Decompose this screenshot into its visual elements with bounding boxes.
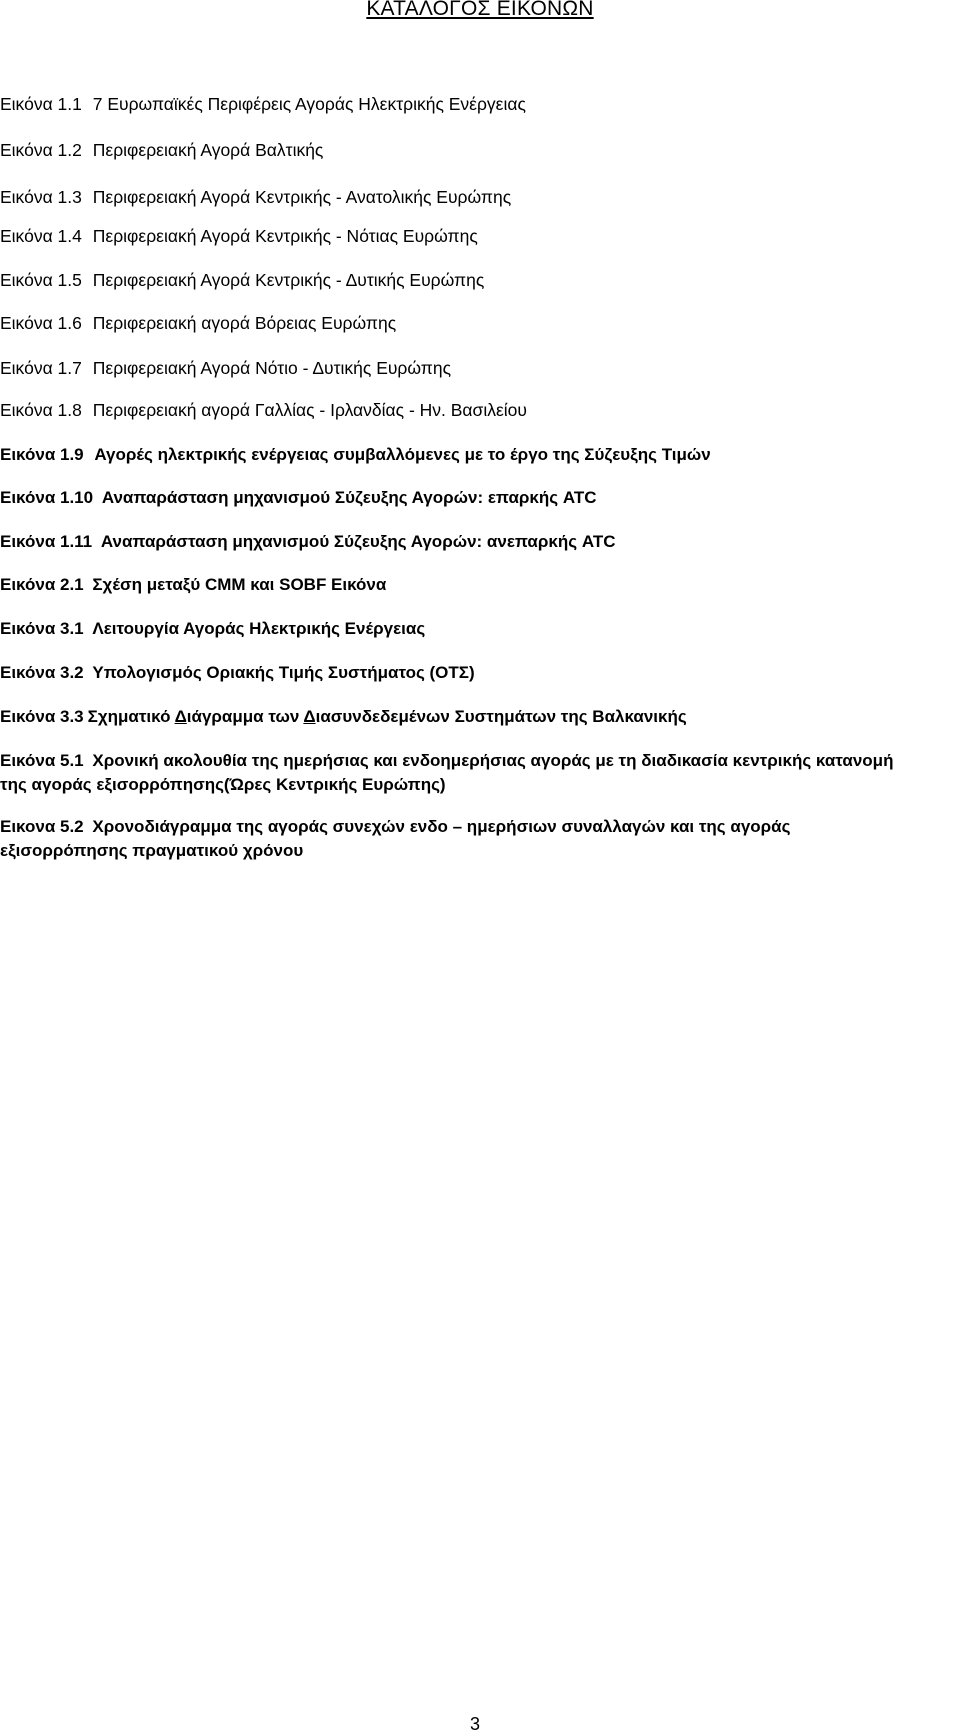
figure-label: Εικόνα 1.6 <box>0 313 82 333</box>
list-item <box>0 92 960 116</box>
list-item <box>0 617 960 641</box>
list-item <box>0 530 960 554</box>
list-item <box>0 311 960 335</box>
list-item <box>0 749 960 773</box>
figure-caption: Περιφερειακή αγορά Βόρειας Ευρώπης <box>92 313 397 333</box>
figure-caption: Περιφερειακή Αγορά Κεντρικής - Ανατολικής Ευρώπης <box>92 187 512 207</box>
figure-caption-line2: εξισορρόπησης πραγματικού χρόνου <box>0 841 304 860</box>
figure-label: Εικόνα 3.1 <box>0 619 84 638</box>
figure-label: Εικόνα 1.1 <box>0 94 82 114</box>
figure-caption-line1: Χρονική ακολουθία της ημερήσιας και ενδοημερήσιας αγοράς με τη διαδικασία κεντρικής κατανομή <box>92 751 894 770</box>
figure-caption: Περιφερειακή Αγορά Νότιο - Δυτικής Ευρώπης <box>92 358 452 378</box>
list-item <box>0 268 960 292</box>
figure-label: Εικόνα 1.11 <box>0 532 93 551</box>
list-item <box>0 661 960 685</box>
figure-label: Εικόνα 3.3 <box>0 707 84 726</box>
list-item <box>0 705 960 729</box>
figure-caption: Αναπαράσταση μηχανισμού Σύζευξης Αγορών: επαρκής ATC <box>101 488 597 507</box>
list-item <box>0 356 960 380</box>
page-number: 3 <box>470 1714 481 1734</box>
figure-caption: 7 Ευρωπαϊκές Περιφέρεις Αγοράς Ηλεκτρικής Ενέργειας <box>92 94 526 114</box>
list-item <box>0 398 960 422</box>
list-item <box>0 224 960 248</box>
figure-label: Εικονα 5.2 <box>0 817 84 836</box>
figure-label: Εικόνα 1.8 <box>0 400 82 420</box>
figure-label: Εικόνα 1.4 <box>0 226 82 246</box>
figure-label: Εικόνα 1.9 <box>0 445 84 464</box>
figure-caption-line1: Χρονοδιάγραμμα της αγοράς συνεχών ενδο – ημερήσιων συναλλαγών και της αγοράς <box>92 817 791 836</box>
figure-label: Εικόνα 1.7 <box>0 358 82 378</box>
figure-label: Εικόνα 1.3 <box>0 187 82 207</box>
figure-label: Εικόνα 5.1 <box>0 751 84 770</box>
list-item <box>0 573 960 597</box>
figure-label: Εικόνα 3.2 <box>0 663 84 682</box>
list-item <box>0 486 960 510</box>
figure-label: Εικόνα 1.10 <box>0 488 94 507</box>
figure-label: Εικόνα 1.2 <box>0 140 82 160</box>
figure-caption: Περιφερειακή Αγορά Κεντρικής - Δυτικής Ευρώπης <box>92 270 485 290</box>
list-item-continuation <box>0 839 960 863</box>
figure-caption: Περιφερειακή αγορά Γαλλίας - Ιρλανδίας - Ην. Βασιλείου <box>92 400 527 420</box>
figure-caption: Υπολογισμός Οριακής Τιμής Συστήματος (ΟΤΣ) <box>92 663 475 682</box>
figure-caption: Περιφερειακή Αγορά Κεντρικής - Νότιας Ευρώπης <box>92 226 478 246</box>
page-title: ΚΑΤΑΛΟΓΟΣ ΕΙΚΟΝΩΝ <box>366 0 594 20</box>
list-item <box>0 443 960 467</box>
list-item-continuation <box>0 773 960 797</box>
figure-caption-line2: της αγοράς εξισορρόπησης(Ώρες Κεντρικής Ευρώπης) <box>0 775 446 794</box>
figure-caption: Αναπαράσταση μηχανισμού Σύζευξης Αγορών: ανεπαρκής ATC <box>100 532 616 551</box>
list-item <box>0 138 960 162</box>
figure-caption: Σχηματικό Διάγραμμα των Διασυνδεδεμένων Συστημάτων της Βαλκανικής <box>87 707 687 726</box>
figure-label: Εικόνα 2.1 <box>0 575 84 594</box>
figure-caption: Λειτουργία Αγοράς Ηλεκτρικής Ενέργειας <box>92 619 426 638</box>
figure-label: Εικόνα 1.5 <box>0 270 82 290</box>
figure-caption: Περιφερειακή Αγορά Βαλτικής <box>92 140 324 160</box>
list-item <box>0 185 960 209</box>
figure-caption: Σχέση μεταξύ CMM και SOBF Εικόνα <box>92 575 387 594</box>
figure-caption: Αγορές ηλεκτρικής ενέργειας συμβαλλόμενες με το έργο της Σύζευξης Τιμών <box>94 445 711 464</box>
list-item <box>0 815 960 839</box>
